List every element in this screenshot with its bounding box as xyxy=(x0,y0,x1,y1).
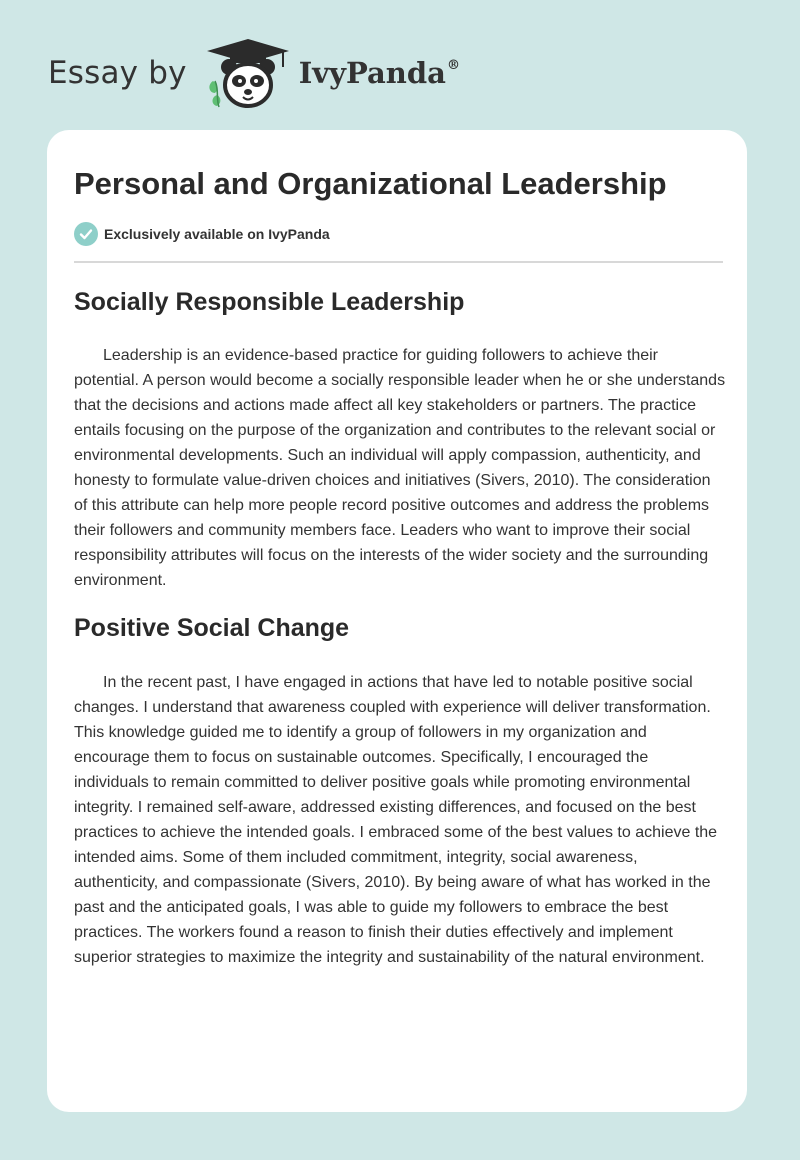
section-heading-positive-social-change: Positive Social Change xyxy=(74,614,350,642)
essay-by-label: Essay by xyxy=(48,55,187,91)
ivypanda-logo-icon[interactable] xyxy=(203,37,293,109)
exclusive-badge-label: Exclusively available on IvyPanda xyxy=(104,226,330,242)
section-paragraph-positive-social-change: In the recent past, I have engaged in actions that have led to notable positive social changes. I understand that awareness coupled with experience will deliver transformation. This knowledge guided me to identify a group of followers in my organization and encourage them to focus on sustainable outcomes. Specifically, I encouraged the individuals to remain committed to deliver positive goals while promoting environmental integrity. I remained self-aware, addressed existing differences, and focused on the best practices to achieve the intended goals. I embraced some of the best values to achieve the intended aims. Some of them included commitment, integrity, social awareness, authenticity, and compassionate (Sivers, 2010). By being aware of what has worked in the past and the anticipated goals, I was able to guide my followers to embrace the best practices. The workers found a reason to finish their duties effectively and implement superior strategies to maximize the integrity and sustainability of the natural environment. xyxy=(74,674,718,966)
title-divider xyxy=(74,261,723,263)
brand-name[interactable] xyxy=(299,56,460,90)
essay-card xyxy=(47,130,747,1112)
section-heading-socially-responsible: Socially Responsible Leadership xyxy=(74,288,465,316)
check-circle-icon xyxy=(74,222,98,246)
section-paragraph-socially-responsible: Leadership is an evidence-based practice for guiding followers to achieve their potential. A person would become a socially responsible leader when he or she understands that the decisions and actions made affect all key stakeholders or partners. The practice entails focusing on the purpose of the organization and contributes to the relevant social or environmental developments. Such an individual will apply compassion, authenticity, and honesty to formulate value-driven choices and initiatives (Sivers, 2010). The consideration of this attribute can help more people record positive outcomes and address the problems their followers and community members face. Leaders who want to improve their social responsibility attributes will focus on the interests of the wider society and the surrounding environment. xyxy=(74,347,726,589)
brand-name-text: IvyPanda xyxy=(298,56,446,90)
site-header xyxy=(48,34,460,112)
exclusive-badge xyxy=(74,222,330,246)
registered-mark: ® xyxy=(446,58,460,73)
page-title: Personal and Organizational Leadership xyxy=(74,166,667,201)
